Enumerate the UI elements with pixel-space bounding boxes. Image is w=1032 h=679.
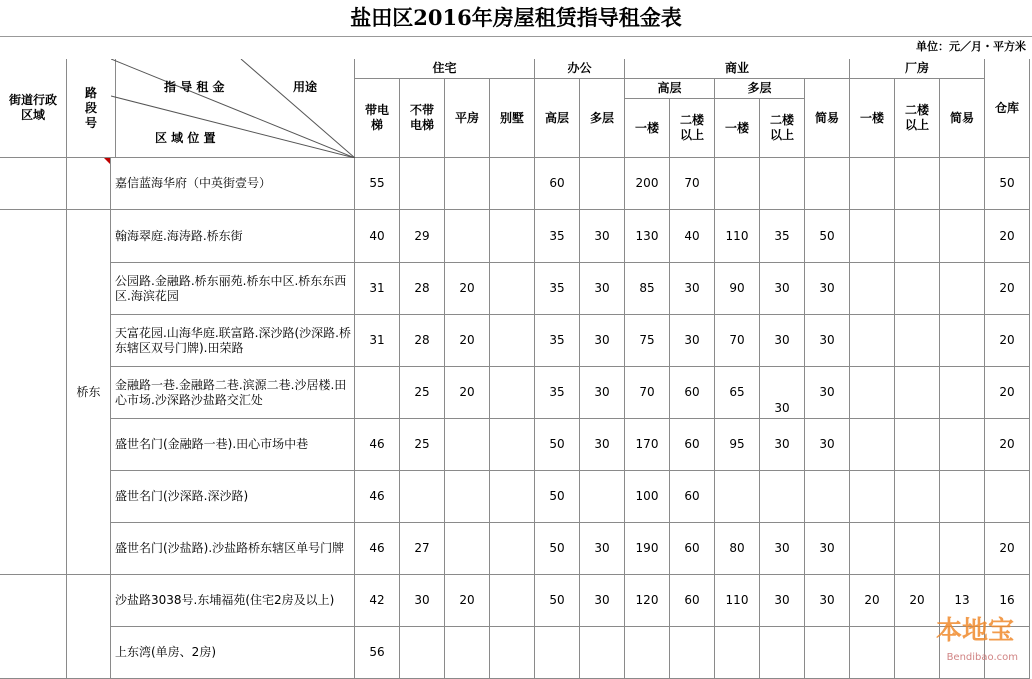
- value-cell: [445, 471, 490, 523]
- value-cell: 20: [445, 315, 490, 367]
- value-cell: 55: [355, 158, 400, 210]
- unit-label: 单位：元／月・平方米: [916, 40, 1026, 53]
- value-cell: 25: [400, 419, 445, 471]
- value-cell: [490, 523, 535, 575]
- value-cell: [490, 575, 535, 627]
- watermark-logo: 本地宝: [935, 616, 1014, 646]
- value-cell: 65: [715, 367, 760, 419]
- area-cell: 盛世名门(金融路一巷).田心市场中巷: [111, 419, 355, 471]
- value-cell: 20: [445, 575, 490, 627]
- value-cell: 29: [400, 210, 445, 263]
- value-cell: [400, 471, 445, 523]
- road-cell-qiaodong: 桥东: [67, 210, 111, 575]
- value-cell: [670, 627, 715, 679]
- value-cell: [895, 367, 940, 419]
- value-cell: 30: [670, 315, 715, 367]
- header-guide-rent: 指 导 租 金: [164, 80, 225, 94]
- header-factory: 厂房: [850, 59, 985, 79]
- value-cell: [895, 210, 940, 263]
- value-cell: 27: [400, 523, 445, 575]
- district-cell: [0, 210, 67, 575]
- value-cell: [715, 471, 760, 523]
- value-cell: 13: [940, 575, 985, 627]
- page-title: 盐田区2016年房屋租赁指导租金表: [350, 5, 682, 30]
- header-district: 街道行政区域: [0, 59, 67, 158]
- value-cell: [850, 210, 895, 263]
- value-cell: [850, 419, 895, 471]
- value-cell: 35: [535, 210, 580, 263]
- value-cell: 170: [625, 419, 670, 471]
- header-com-high: 高层: [625, 79, 715, 99]
- header-first-floor: 一楼: [625, 99, 670, 158]
- value-cell: 46: [355, 419, 400, 471]
- value-cell: 85: [625, 263, 670, 315]
- value-cell: [490, 315, 535, 367]
- value-cell: [895, 315, 940, 367]
- header-office-high: 高层: [535, 79, 580, 158]
- value-cell: 42: [355, 575, 400, 627]
- value-cell: 30: [805, 263, 850, 315]
- value-cell: 31: [355, 263, 400, 315]
- watermark-url: Bendibao.com: [946, 652, 1018, 663]
- value-cell: 20: [850, 575, 895, 627]
- area-cell: 上东湾(单房、2房): [111, 627, 355, 679]
- value-cell: [940, 210, 985, 263]
- area-cell: 公园路.金融路.桥东丽苑.桥东中区.桥东东西区.海滨花园: [111, 263, 355, 315]
- value-cell: [895, 471, 940, 523]
- area-cell: 金融路一巷.金融路二巷.滨源二巷.沙居楼.田心市场.沙深路沙盐路交汇处: [111, 367, 355, 419]
- value-cell: 70: [715, 315, 760, 367]
- value-cell: [850, 263, 895, 315]
- value-cell: [490, 263, 535, 315]
- value-cell: [895, 263, 940, 315]
- district-cell-bottom: [0, 575, 67, 679]
- value-cell: 30: [580, 210, 625, 263]
- value-cell: [940, 471, 985, 523]
- value-cell: 200: [625, 158, 670, 210]
- value-cell: [760, 158, 805, 210]
- value-cell: 30: [805, 315, 850, 367]
- value-cell: 35: [535, 315, 580, 367]
- value-cell: [940, 367, 985, 419]
- value-cell: 40: [670, 210, 715, 263]
- value-cell: 60: [670, 367, 715, 419]
- header-second-up-2: 二楼以上: [760, 99, 805, 158]
- warehouse-cell: 16: [985, 575, 1030, 627]
- value-cell: 20: [445, 367, 490, 419]
- value-cell: [580, 627, 625, 679]
- value-cell: 70: [625, 367, 670, 419]
- value-cell: 50: [535, 523, 580, 575]
- header-commercial: 商业: [625, 59, 850, 79]
- value-cell: [490, 158, 535, 210]
- value-cell: [940, 315, 985, 367]
- value-cell: 50: [805, 210, 850, 263]
- value-cell: 40: [355, 210, 400, 263]
- value-cell: 50: [535, 471, 580, 523]
- value-cell: 50: [535, 419, 580, 471]
- value-cell: 30: [760, 315, 805, 367]
- value-cell: 20: [445, 263, 490, 315]
- area-cell: 盛世名门(沙盐路).沙盐路桥东辖区单号门牌: [111, 523, 355, 575]
- value-cell: [490, 627, 535, 679]
- header-office: 办公: [535, 59, 625, 79]
- area-cell: 翰海翠庭.海涛路.桥东街: [111, 210, 355, 263]
- value-cell: 90: [715, 263, 760, 315]
- value-cell: 30: [760, 263, 805, 315]
- value-cell: 30: [760, 419, 805, 471]
- value-cell: [580, 158, 625, 210]
- warehouse-cell: 20: [985, 523, 1030, 575]
- value-cell: [940, 263, 985, 315]
- value-cell: 30: [580, 575, 625, 627]
- header-area: 区 域 位 置: [155, 131, 216, 145]
- warehouse-cell: 20: [985, 263, 1030, 315]
- value-cell: 70: [670, 158, 715, 210]
- value-cell: [805, 627, 850, 679]
- header-office-multi: 多层: [580, 79, 625, 158]
- value-cell: [805, 471, 850, 523]
- value-cell: [940, 419, 985, 471]
- value-cell: 30: [670, 263, 715, 315]
- area-cell: 沙盐路3038号.东埔福苑(住宅2房及以上): [111, 575, 355, 627]
- value-cell: 30: [760, 367, 805, 419]
- area-cell: 盛世名门(沙深路.深沙路): [111, 471, 355, 523]
- value-cell: 30: [760, 575, 805, 627]
- value-cell: 35: [760, 210, 805, 263]
- value-cell: 31: [355, 315, 400, 367]
- header-simple: 简易: [805, 79, 850, 158]
- value-cell: 30: [580, 263, 625, 315]
- value-cell: 30: [805, 419, 850, 471]
- value-cell: [895, 419, 940, 471]
- header-diagonal-lines: [111, 59, 355, 158]
- value-cell: 80: [715, 523, 760, 575]
- value-cell: [535, 627, 580, 679]
- warehouse-cell: [985, 471, 1030, 523]
- value-cell: 60: [535, 158, 580, 210]
- value-cell: 30: [400, 575, 445, 627]
- value-cell: 56: [355, 627, 400, 679]
- value-cell: [445, 210, 490, 263]
- warehouse-cell: 20: [985, 210, 1030, 263]
- value-cell: [580, 471, 625, 523]
- road-cell-top: [67, 158, 111, 210]
- value-cell: [850, 523, 895, 575]
- area-cell: 嘉信蓝海华府（中英街壹号）: [111, 158, 355, 210]
- value-cell: [760, 471, 805, 523]
- value-cell: 100: [625, 471, 670, 523]
- value-cell: 30: [805, 575, 850, 627]
- value-cell: [490, 210, 535, 263]
- area-cell: 天富花园.山海华庭.联富路.深沙路(沙深路.桥东辖区双号门牌).田荣路: [111, 315, 355, 367]
- header-elevator: 带电梯: [355, 79, 400, 158]
- warehouse-cell: 20: [985, 315, 1030, 367]
- value-cell: 75: [625, 315, 670, 367]
- warehouse-cell: 50: [985, 158, 1030, 210]
- value-cell: [940, 158, 985, 210]
- value-cell: 20: [895, 575, 940, 627]
- value-cell: 95: [715, 419, 760, 471]
- value-cell: [490, 471, 535, 523]
- warehouse-cell: 20: [985, 367, 1030, 419]
- value-cell: [940, 523, 985, 575]
- title-divider: [0, 36, 1032, 37]
- value-cell: [400, 158, 445, 210]
- value-cell: [445, 627, 490, 679]
- value-cell: 60: [670, 419, 715, 471]
- value-cell: 35: [535, 263, 580, 315]
- value-cell: 28: [400, 315, 445, 367]
- value-cell: [355, 367, 400, 419]
- value-cell: [625, 627, 670, 679]
- header-first-floor-2: 一楼: [715, 99, 760, 158]
- value-cell: [490, 367, 535, 419]
- value-cell: 120: [625, 575, 670, 627]
- value-cell: [895, 523, 940, 575]
- value-cell: 46: [355, 523, 400, 575]
- value-cell: [850, 315, 895, 367]
- value-cell: [850, 627, 895, 679]
- warehouse-cell: 20: [985, 419, 1030, 471]
- value-cell: 110: [715, 575, 760, 627]
- district-cell-top: [0, 158, 67, 210]
- header-villa: 别墅: [490, 79, 535, 158]
- value-cell: 60: [670, 575, 715, 627]
- value-cell: 30: [580, 367, 625, 419]
- value-cell: 28: [400, 263, 445, 315]
- value-cell: [490, 419, 535, 471]
- value-cell: [715, 627, 760, 679]
- value-cell: 30: [580, 523, 625, 575]
- header-fac-second: 二楼以上: [895, 79, 940, 158]
- value-cell: 30: [805, 523, 850, 575]
- value-cell: 46: [355, 471, 400, 523]
- header-fac-simple: 简易: [940, 79, 985, 158]
- value-cell: 30: [805, 367, 850, 419]
- header-residential: 住宅: [355, 59, 535, 79]
- value-cell: [445, 419, 490, 471]
- value-cell: [850, 367, 895, 419]
- value-cell: 25: [400, 367, 445, 419]
- comment-marker: [104, 158, 110, 164]
- value-cell: [715, 158, 760, 210]
- value-cell: 110: [715, 210, 760, 263]
- value-cell: 190: [625, 523, 670, 575]
- header-road: 路段号: [67, 59, 116, 158]
- header-com-multi: 多层: [715, 79, 805, 99]
- value-cell: [850, 471, 895, 523]
- value-cell: 30: [580, 315, 625, 367]
- header-fac-first: 一楼: [850, 79, 895, 158]
- header-second-up: 二楼以上: [670, 99, 715, 158]
- value-cell: [805, 158, 850, 210]
- value-cell: [895, 158, 940, 210]
- value-cell: [445, 523, 490, 575]
- road-cell-bottom: [67, 575, 111, 679]
- value-cell: [850, 158, 895, 210]
- header-warehouse: 仓库: [985, 59, 1030, 158]
- value-cell: 130: [625, 210, 670, 263]
- header-use: 用途: [293, 80, 318, 94]
- value-cell: [760, 627, 805, 679]
- value-cell: 35: [535, 367, 580, 419]
- watermark: [908, 609, 1028, 669]
- value-cell: 50: [535, 575, 580, 627]
- value-cell: [445, 158, 490, 210]
- header-bungalow: 平房: [445, 79, 490, 158]
- value-cell: 30: [580, 419, 625, 471]
- header-no-elevator: 不带电梯: [400, 79, 445, 158]
- value-cell: 60: [670, 471, 715, 523]
- value-cell: [400, 627, 445, 679]
- value-cell: 30: [760, 523, 805, 575]
- value-cell: 60: [670, 523, 715, 575]
